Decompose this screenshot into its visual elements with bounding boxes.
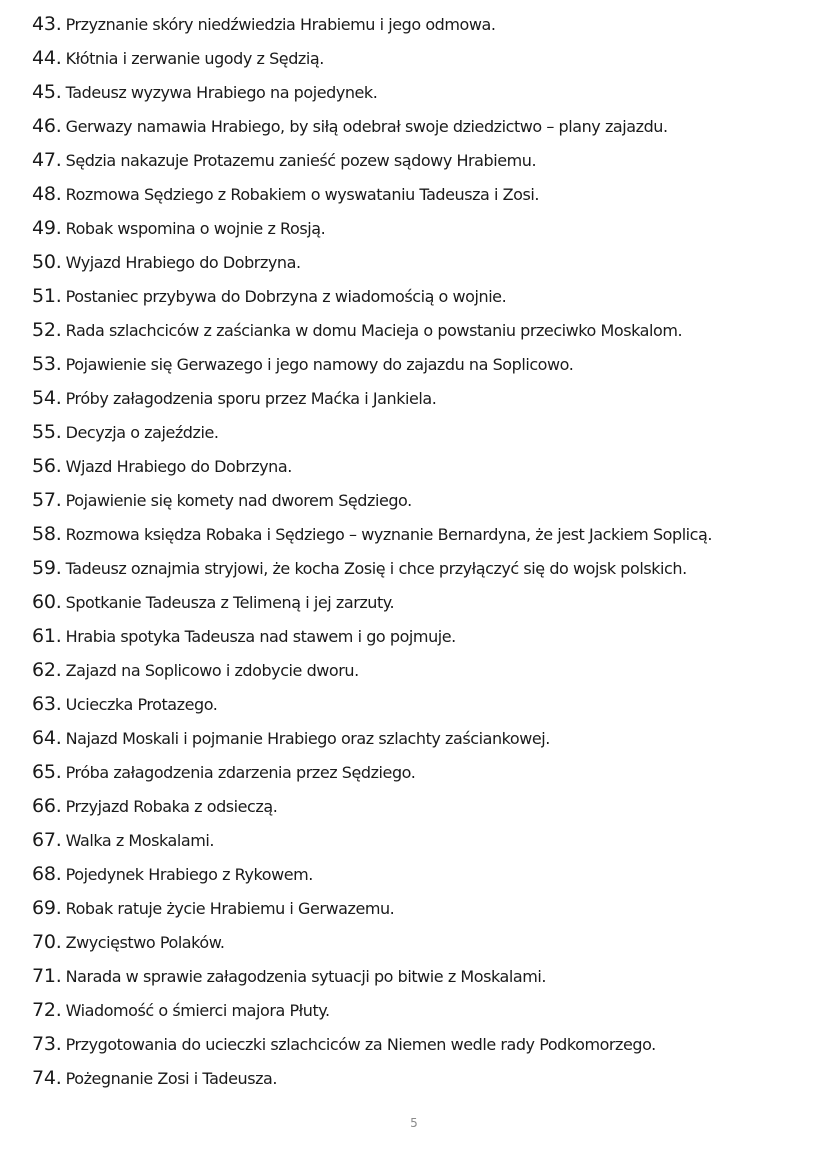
item-text: Walka z Moskalami. [65, 831, 215, 850]
item-number: 73. [32, 1033, 62, 1055]
item-text: Przyznanie skóry niedźwiedzia Hrabiemu i jego odmowa. [65, 15, 496, 34]
item-text: Hrabia spotyka Tadeusza nad stawem i go pojmuje. [65, 627, 456, 646]
item-number: 45. [32, 81, 62, 103]
item-number: 47. [32, 149, 62, 171]
item-number: 51. [32, 285, 62, 307]
item-number: 44. [32, 47, 62, 69]
item-text: Zajazd na Soplicowo i zdobycie dworu. [65, 661, 359, 680]
list-item [32, 789, 822, 823]
item-text: Rozmowa Sędziego z Robakiem o wyswataniu Tadeusza i Zosi. [65, 185, 540, 204]
list-item [32, 313, 822, 347]
item-number: 68. [32, 863, 62, 885]
list-item [32, 279, 822, 313]
list-item [32, 483, 822, 517]
list-item [32, 687, 822, 721]
item-text: Decyzja o zajeździe. [65, 423, 219, 442]
item-number: 74. [32, 1067, 62, 1089]
list-item [32, 721, 822, 755]
list-item [32, 1061, 822, 1095]
page-number: 5 [410, 1116, 418, 1130]
item-text: Wyjazd Hrabiego do Dobrzyna. [65, 253, 301, 272]
item-text: Sędzia nakazuje Protazemu zanieść pozew sądowy Hrabiemu. [65, 151, 537, 170]
item-number: 56. [32, 455, 62, 477]
item-number: 58. [32, 523, 62, 545]
item-text: Pojedynek Hrabiego z Rykowem. [65, 865, 313, 884]
item-text: Pożegnanie Zosi i Tadeusza. [65, 1069, 278, 1088]
item-number: 72. [32, 999, 62, 1021]
item-number: 60. [32, 591, 62, 613]
item-text: Tadeusz wyzywa Hrabiego na pojedynek. [65, 83, 378, 102]
list-item [32, 925, 822, 959]
list-item [32, 211, 822, 245]
item-number: 43. [32, 13, 62, 35]
list-item [32, 415, 822, 449]
list-item [32, 619, 822, 653]
item-text: Przyjazd Robaka z odsieczą. [65, 797, 278, 816]
item-number: 53. [32, 353, 62, 375]
item-text: Robak ratuje życie Hrabiemu i Gerwazemu. [65, 899, 395, 918]
item-text: Narada w sprawie załagodzenia sytuacji po bitwie z Moskalami. [65, 967, 546, 986]
item-text: Najazd Moskali i pojmanie Hrabiego oraz szlachty zaściankowej. [65, 729, 550, 748]
list-item [32, 347, 822, 381]
item-text: Ucieczka Protazego. [65, 695, 218, 714]
item-number: 54. [32, 387, 62, 409]
item-text: Gerwazy namawia Hrabiego, by siłą odebrał swoje dziedzictwo – plany zajazdu. [65, 117, 668, 136]
item-number: 50. [32, 251, 62, 273]
item-number: 61. [32, 625, 62, 647]
item-number: 55. [32, 421, 62, 443]
item-number: 70. [32, 931, 62, 953]
item-text: Tadeusz oznajmia stryjowi, że kocha Zosię i chce przyłączyć się do wojsk polskich. [65, 559, 687, 578]
item-number: 57. [32, 489, 62, 511]
item-text: Spotkanie Tadeusza z Telimeną i jej zarzuty. [65, 593, 395, 612]
item-number: 62. [32, 659, 62, 681]
item-number: 63. [32, 693, 62, 715]
list-item [32, 381, 822, 415]
item-text: Rozmowa księdza Robaka i Sędziego – wyznanie Bernardyna, że jest Jackiem Soplicą. [65, 525, 713, 544]
list-item [32, 109, 822, 143]
list-item [32, 7, 822, 41]
list-item [32, 41, 822, 75]
list-item [32, 857, 822, 891]
item-text: Wjazd Hrabiego do Dobrzyna. [65, 457, 292, 476]
item-number: 52. [32, 319, 62, 341]
item-text: Pojawienie się komety nad dworem Sędziego. [65, 491, 412, 510]
item-number: 65. [32, 761, 62, 783]
item-text: Pojawienie się Gerwazego i jego namowy do zajazdu na Soplicowo. [65, 355, 574, 374]
list-item [32, 993, 822, 1027]
list-item [32, 245, 822, 279]
plot-outline-list [32, 7, 822, 1095]
item-number: 46. [32, 115, 62, 137]
list-item [32, 177, 822, 211]
list-item [32, 755, 822, 789]
item-number: 64. [32, 727, 62, 749]
item-number: 48. [32, 183, 62, 205]
item-text: Zwycięstwo Polaków. [65, 933, 225, 952]
item-text: Próba załagodzenia zdarzenia przez Sędziego. [65, 763, 416, 782]
list-item [32, 517, 822, 551]
item-text: Robak wspomina o wojnie z Rosją. [65, 219, 326, 238]
item-text: Postaniec przybywa do Dobrzyna z wiadomością o wojnie. [65, 287, 507, 306]
item-number: 49. [32, 217, 62, 239]
list-item [32, 959, 822, 993]
item-text: Rada szlachciców z zaścianka w domu Macieja o powstaniu przeciwko Moskalom. [65, 321, 683, 340]
item-text: Przygotowania do ucieczki szlachciców za Niemen wedle rady Podkomorzego. [65, 1035, 656, 1054]
list-item [32, 891, 822, 925]
list-item [32, 143, 822, 177]
item-text: Wiadomość o śmierci majora Płuty. [65, 1001, 330, 1020]
list-item [32, 653, 822, 687]
item-number: 69. [32, 897, 62, 919]
item-text: Próby załagodzenia sporu przez Maćka i Jankiela. [65, 389, 437, 408]
item-number: 71. [32, 965, 62, 987]
list-item [32, 1027, 822, 1061]
list-item [32, 551, 822, 585]
list-item [32, 75, 822, 109]
item-text: Kłótnia i zerwanie ugody z Sędzią. [65, 49, 324, 68]
list-item [32, 823, 822, 857]
item-number: 67. [32, 829, 62, 851]
item-number: 59. [32, 557, 62, 579]
list-item [32, 449, 822, 483]
list-item [32, 585, 822, 619]
item-number: 66. [32, 795, 62, 817]
